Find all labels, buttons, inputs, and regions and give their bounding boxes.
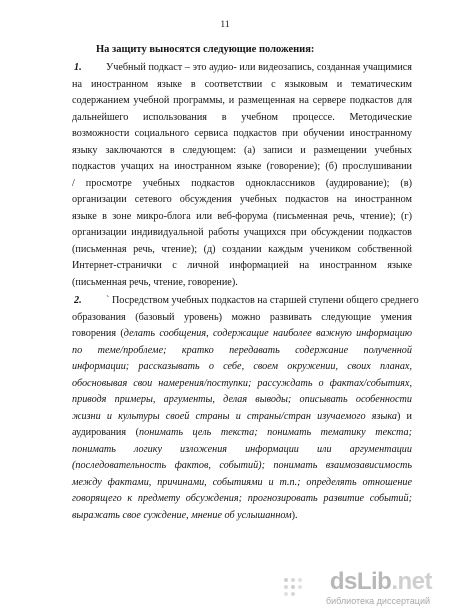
point-1-line: дальнейшего использования в учебном процессе. Методические: [72, 111, 412, 123]
point-1-line: языке в зоне микро-блога или веб-форума (письменная речь, чтение); (г): [72, 210, 412, 222]
point-2-line: образования (базовый уровень) можно развивать следующие умения: [72, 311, 412, 323]
point-1-line: (письменная речь, чтение); (д) создании каждым учеником собственной: [72, 243, 412, 255]
point-1-line: Интернет-странички с личной информацией на иностранном языке: [72, 260, 412, 271]
point-2-line: по теме/проблеме; кратко передавать содержание полученной: [72, 344, 412, 356]
point-2-line: аудирования (понимать цель текста; понимать тематику текста;: [72, 427, 412, 438]
point-2-line: выражать свое суждение, мнение об услышанном).: [72, 509, 298, 521]
point-1-line: на иностранном языке в соответствии с языковым и тематическим: [72, 78, 412, 90]
point-2-number: 2.: [74, 295, 82, 306]
watermark-dots-icon: [282, 576, 306, 598]
page-number: 11: [220, 20, 230, 30]
point-1-line: организации индивидуальной работы учащихся при обсуждении подкастов: [72, 227, 412, 238]
point-1-line: 1. Учебный подкаст – это аудио- или видеозапись, созданная учащимися: [72, 60, 412, 77]
section-heading: На защиту выносятся следующие положения:: [96, 44, 315, 55]
watermark-logo: dsLib.net: [329, 568, 432, 595]
point-2: [72, 293, 419, 524]
point-2-line: понимать логику изложения информации или аргументации: [72, 443, 412, 455]
point-1-line: организации сетевого обсуждения учебных подкастов на иностранном: [72, 194, 412, 205]
point-1-line: подкастов учащих на иностранном языке (говорение); (б) прослушивании: [72, 161, 412, 172]
point-2-line: говорения (делать сообщения, содержащие наиболее важную информацию: [72, 328, 413, 339]
watermark: [282, 568, 432, 606]
point-2-line: обосновывая свои намерения/поступки; рассуждать о фактах/событиях,: [72, 377, 412, 389]
point-2-line: жизни и культуры своей страны и страны/стран изучаемого языка) и: [72, 410, 412, 422]
point-1-line: / просмотре учебных подкастов одноклассников (аудирование); (в): [72, 177, 412, 189]
point-2-line: 2. ` Посредством учебных подкастов на старшей ступени общего среднего: [72, 293, 412, 310]
point-1-line: содержанием учебной программы, и размещенная на сервере подкастов для: [72, 95, 412, 106]
point-1-line: (письменная речь, чтение, говорение).: [72, 276, 238, 288]
point-1-line: языку заключаются в следующем: (а) записи и размещении учебных: [72, 144, 412, 156]
point-2-line: (последовательность фактов, событий); понимать взаимозависимость: [72, 460, 412, 471]
point-2-line: говорящего к предмету обсуждения; прогнозировать развитие событий;: [72, 493, 412, 504]
watermark-subtitle: библиотека диссертаций: [325, 596, 430, 606]
point-1-number: 1.: [74, 62, 82, 73]
point-2-line: приводя примеры, аргументы, делая выводы; описывать особенности: [72, 394, 412, 405]
point-1: [72, 60, 412, 291]
point-2-line: между фактами, причинами, событиями и т.п.; определять отношение: [72, 476, 412, 488]
point-2-line: информации; рассказывать о себе, своем окружении, своих планах,: [72, 361, 412, 372]
point-1-line: возможности социального сервиса подкастов при обучении иностранному: [72, 128, 412, 139]
